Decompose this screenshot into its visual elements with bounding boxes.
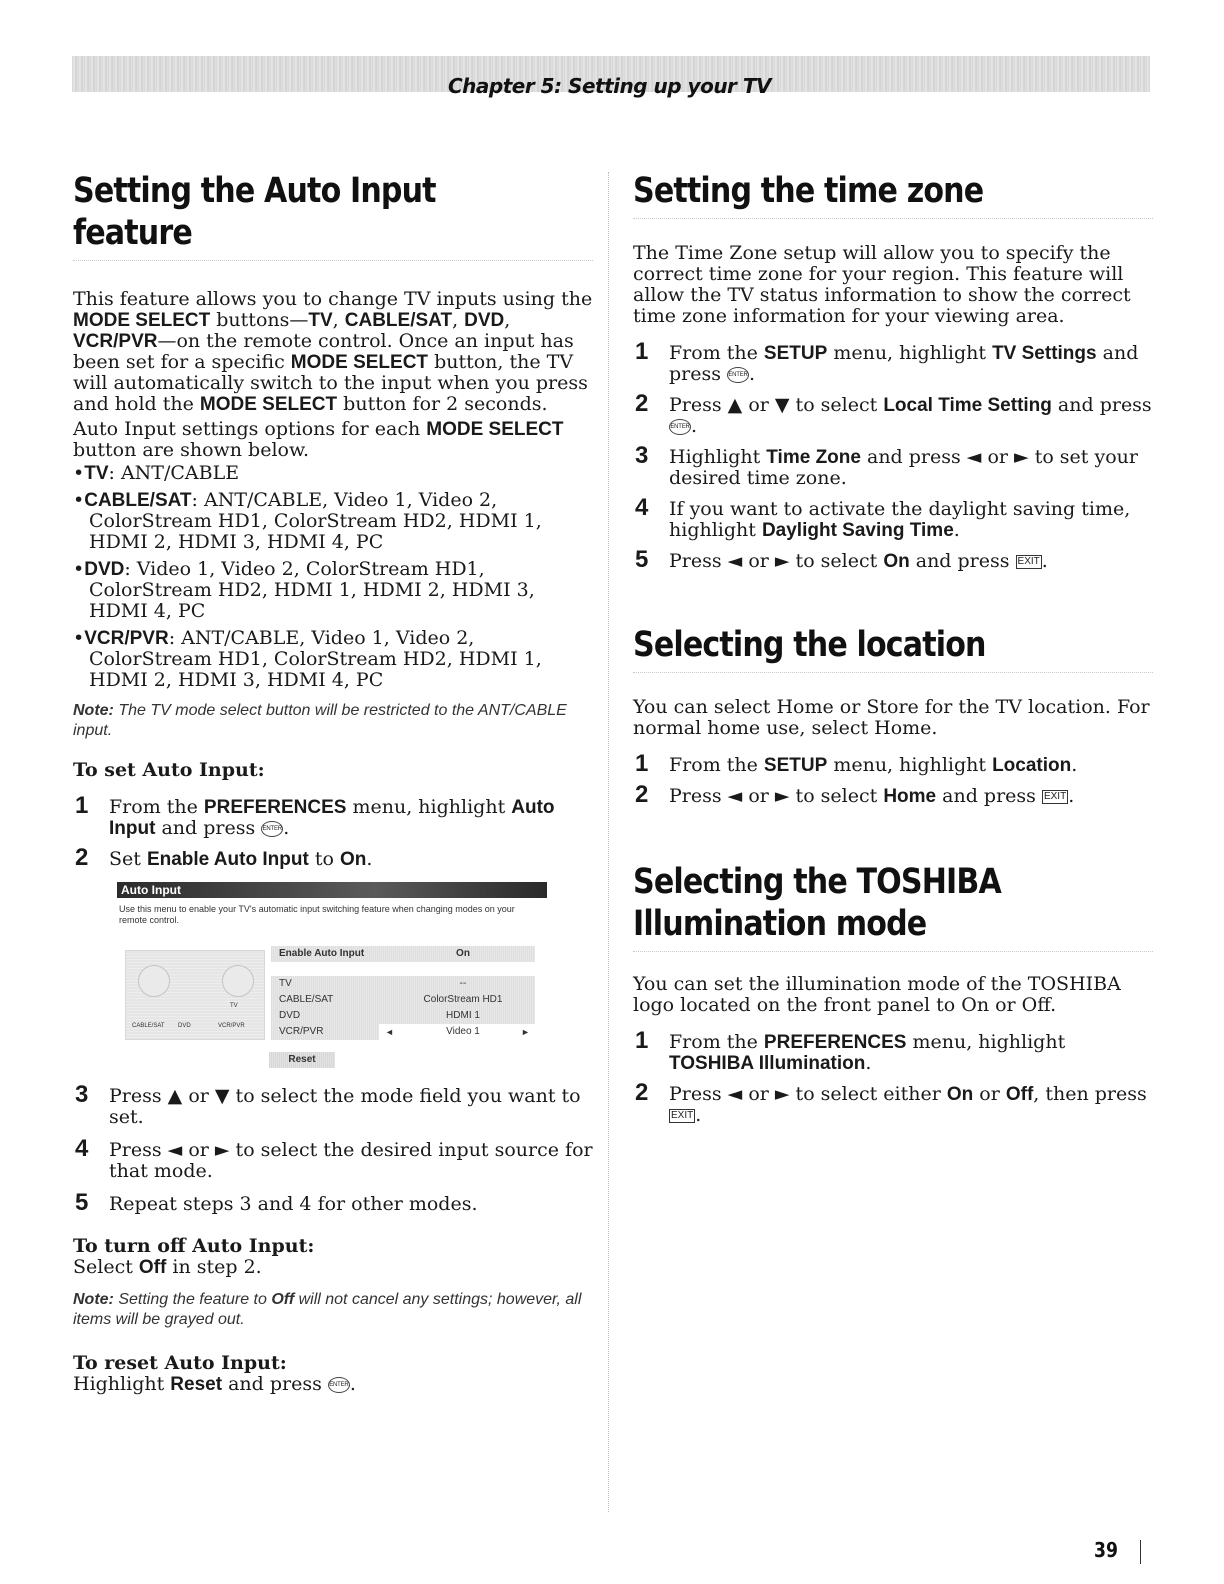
step-number: 2 [75,844,89,871]
text: —on the remote control. Once an input has been set for a specific [73,330,574,373]
step-number: 4 [75,1135,89,1162]
enter-button-icon: ENTER [669,419,691,435]
bold-text: Off [138,1257,167,1278]
note-label: Note: [73,1291,114,1308]
enter-button-icon: ENTER [328,1377,350,1393]
bold-text: VCR/PVR [73,331,158,352]
bullet-text: : Video 1, Video 2, ColorStream HD1, ColorStream HD2, HDMI 1, HDMI 2, HDMI 3, HDMI 4, PC [89,558,535,622]
text: and press [936,785,1042,807]
auto-input-step-1 [73,792,593,839]
text: , [504,309,511,331]
bold-text: MODE SELECT [290,352,429,373]
time-zone-step-4 [633,494,1153,541]
bold-text: Daylight Saving Time [761,520,954,541]
row-label: CABLE/SAT [279,994,334,1005]
row-label: DVD [279,1010,301,1021]
bullet-vcr-pvr: •VCR/PVR: ANT/CABLE, Video 1, Video 2, ColorStream HD1, ColorStream HD2, HDMI 1, HDMI 2, HDMI 3, HDMI 4, PC [73,627,542,691]
menu-row-tv [271,976,535,992]
text: This feature allows you to change TV inputs using the [73,288,593,310]
text: Press [669,1083,728,1105]
auto-input-intro [73,289,593,415]
right-arrow-icon: ► [774,1083,790,1105]
text: or [742,394,775,416]
text: Set [109,848,147,870]
text: Auto Input settings options for each [73,418,427,440]
right-arrow-icon: ► [774,785,790,807]
text: Highlight [669,446,767,468]
text: and press [669,342,1139,385]
remote-label-cable-sat: CABLE/SAT [132,1023,165,1029]
text: . [865,1052,872,1074]
bold-text: Auto Input [109,797,555,839]
down-arrow-icon: ▼ [214,1085,230,1107]
set-auto-input-heading: To set Auto Input: [73,759,265,781]
exit-button-icon: EXIT [1043,791,1067,802]
auto-input-heading: Setting the Auto Input feature [73,171,436,253]
reset-auto-input-text [73,1374,593,1395]
text: in step 2. [166,1256,262,1278]
text: . [953,519,960,541]
bold-text: SETUP [763,343,828,364]
bullet-text: : ANT/CABLE [108,462,240,484]
time-zone-step-5 [633,546,1153,573]
remote-label-dvd: DVD [178,1023,191,1029]
text: From the [669,342,764,364]
text: If you want to activate the daylight saving time, highlight [669,498,1131,541]
step-number: 1 [75,792,89,819]
text: . [749,363,756,385]
row-label: Enable Auto Input [279,948,365,959]
step-number: 1 [635,750,649,777]
remote-label-vcr-pvr: VCR/PVR [218,1023,245,1029]
text: to select the desired input source for that mode. [109,1139,593,1182]
menu-row-vcr-pvr [271,1024,535,1040]
left-arrow-icon: ◄ [167,1139,183,1161]
location-step-2 [633,781,1153,808]
heading-rule [633,218,1153,219]
auto-input-step-4 [73,1135,593,1182]
text: or [981,446,1015,468]
bold-text: PREFERENCES [763,1032,907,1053]
menu-row-enable-auto-input [271,946,535,962]
text: . [1071,754,1078,776]
bold-text: Reset [170,1374,223,1395]
illumination-intro: You can set the illumination mode of the TOSHIBA logo located on the front panel to On or Off. [633,973,1121,1016]
location-step-1 [633,750,1153,777]
bold-text: SETUP [763,755,828,776]
text: to [308,848,340,870]
text: . [1068,785,1075,807]
text: button are shown below. [73,439,310,461]
step-number: 3 [635,442,649,469]
text: button, the TV will automatically switch to the input when you press and hold the [73,351,588,415]
bullet-cable-sat: •CABLE/SAT: ANT/CABLE, Video 1, Video 2, ColorStream HD1, ColorStream HD2, HDMI 1, HDMI 2, HDMI 3, HDMI 4, PC [73,489,542,553]
text: or [742,785,775,807]
heading-rule [73,260,593,261]
row-value: Video 1 [446,1026,480,1037]
heading-rule [633,672,1153,673]
text: or [182,1139,215,1161]
bold-text: Enable Auto Input [146,849,309,870]
time-zone-intro: The Time Zone setup will allow you to specify the correct time zone for your region. This feature will allow the TV status information to show the correct time zone information for your viewing area. [633,242,1131,327]
left-arrow-icon: ◄ [727,550,743,572]
turn-off-auto-input-text [73,1257,593,1278]
text: to select the mode field you want to set. [109,1085,581,1128]
bold-text: TOSHIBA Illumination [669,1053,866,1074]
step-number: 2 [635,1079,649,1106]
bold-text: CABLE/SAT [344,310,453,331]
text: . [1041,550,1048,572]
remote-ring-icon [222,965,254,997]
auto-input-step-2 [73,844,593,871]
time-zone-step-3 [633,442,1153,489]
right-column [633,170,1153,1126]
text: Press [669,550,728,572]
bold-text: DVD [464,310,505,331]
step-number: 4 [635,494,649,521]
text: . [349,1373,356,1395]
right-arrow-icon: ► [214,1139,230,1161]
bullet-dvd: •DVD: Video 1, Video 2, ColorStream HD1, ColorStream HD2, HDMI 1, HDMI 2, HDMI 3, HDMI 4, PC [73,558,535,622]
bold-text: MODE SELECT [73,310,211,331]
bullet-label: TV [84,463,109,484]
row-label: VCR/PVR [279,1026,324,1037]
left-column [73,170,593,1395]
text: Press [669,394,728,416]
text: and press [909,550,1016,572]
time-zone-heading: Setting the time zone [633,171,984,211]
bullet-label: VCR/PVR [84,628,169,649]
menu-title-bar: Auto Input [117,882,547,898]
row-value: HDMI 1 [446,1010,480,1021]
right-arrow-icon: ► [774,550,790,572]
text: to select [789,550,884,572]
text: . [366,848,373,870]
text: Highlight [73,1373,171,1395]
text: From the [669,754,764,776]
step-number: 3 [75,1081,89,1108]
bold-text: Time Zone [766,447,861,468]
step-number: 5 [75,1189,89,1216]
menu-row-dvd [271,1008,535,1024]
text: menu, highlight [827,754,993,776]
page-number-bar [1140,1540,1141,1564]
text: . [695,1104,702,1126]
enter-button-icon: ENTER [261,821,283,837]
text: or [742,550,775,572]
note-text: will not cancel any settings; however, all items will be grayed out. [73,1291,582,1328]
illumination-step-2 [633,1079,1153,1126]
step-number: 1 [635,1027,649,1054]
left-arrow-icon: ◄ [727,1083,743,1105]
heading-line: Illumination mode [633,904,927,944]
illumination-step-1 [633,1027,1153,1074]
time-zone-step-1 [633,338,1153,385]
text: Press [109,1085,168,1107]
bold-text: TV Settings [992,343,1097,364]
bold-text: Local Time Setting [883,395,1052,416]
down-arrow-icon: ▼ [774,394,790,416]
text: Select [73,1256,139,1278]
bold-text: MODE SELECT [426,419,564,440]
text: Press [669,785,728,807]
text: buttons— [210,309,309,331]
auto-input-menu-screenshot [117,882,549,1072]
turn-off-auto-input-heading: To turn off Auto Input: [73,1235,315,1257]
bold-text: PREFERENCES [203,797,347,818]
step-number: 5 [635,546,649,573]
page-number: 39 [1094,1538,1118,1562]
text: From the [669,1031,764,1053]
text: and press [155,817,262,839]
text: menu, highlight [906,1031,1066,1053]
row-value: ColorStream HD1 [423,994,503,1005]
bold-text: MODE SELECT [199,394,338,415]
right-arrow-icon: ► [1014,446,1029,468]
bullet-text: : ANT/CABLE, Video 1, Video 2, ColorStream HD1, ColorStream HD2, HDMI 1, HDMI 2, HDMI 3, HDMI 4, PC [89,489,542,553]
auto-input-step-3 [73,1081,593,1128]
text: menu, highlight [827,342,993,364]
remote-control-graphic [125,950,265,1040]
enter-button-icon: ENTER [727,367,749,383]
auto-input-step-5 [73,1189,593,1216]
right-arrow-icon: ► [521,1027,530,1037]
text: Repeat steps 3 and 4 for other modes. [109,1193,478,1215]
bullet-label: CABLE/SAT [84,490,192,511]
left-arrow-icon: ◄ [966,446,982,468]
bold-text: On [946,1084,974,1105]
note-grayed-out [73,1290,593,1330]
text: to select either [789,1083,947,1105]
remote-ring-icon [138,965,170,997]
text: and press [222,1373,328,1395]
text: or [182,1085,215,1107]
note-text: The TV mode select button will be restricted to the ANT/CABLE input. [73,702,567,739]
auto-input-options-text [73,419,593,461]
row-value: -- [459,978,467,989]
menu-reset-button: Reset [269,1052,335,1068]
text: , [332,309,345,331]
text: , [452,309,465,331]
note-restricted [73,701,593,741]
location-heading: Selecting the location [633,625,986,665]
exit-button-icon: EXIT [671,1110,694,1121]
up-arrow-icon: ▲ [727,394,743,416]
text: From the [109,796,204,818]
left-arrow-icon: ◄ [727,785,743,807]
illumination-heading [633,861,1080,945]
bold-text: Home [883,786,937,807]
text: button for 2 seconds. [337,393,548,415]
heading-rule [633,951,1153,952]
menu-row-cable-sat [271,992,535,1008]
menu-description: Use this menu to enable your TV's automatic input switching feature when changing modes on your remote control. [119,904,515,925]
text: to select [789,394,884,416]
heading-line: Selecting the TOSHIBA [633,862,1001,902]
bullet-tv: •TV: ANT/CABLE [73,462,240,484]
text: . [283,817,290,839]
note-text: Setting the feature to [113,1291,272,1308]
text: and press [1051,394,1152,416]
step-number: 2 [635,390,649,417]
column-divider [608,172,609,1512]
step-number: 1 [635,338,649,365]
text: to set your desired time zone. [669,446,1138,489]
text: , then press [1033,1083,1147,1105]
row-value: On [456,948,470,959]
text: to select [789,785,884,807]
text: . [691,415,698,437]
bold-text: On [339,849,367,870]
bullet-label: DVD [84,559,125,580]
bullet-text: : ANT/CABLE, Video 1, Video 2, ColorStream HD1, ColorStream HD2, HDMI 1, HDMI 2, HDMI 3, HDMI 4, PC [89,627,542,691]
bold-text: Location [992,755,1072,776]
up-arrow-icon: ▲ [167,1085,183,1107]
bold-text: On [883,551,910,572]
reset-auto-input-heading: To reset Auto Input: [73,1352,287,1374]
bold-text: Off [271,1291,295,1308]
time-zone-step-2 [633,390,1153,437]
location-intro: You can select Home or Store for the TV location. For normal home use, select Home. [633,696,1150,739]
row-label: TV [279,978,292,989]
exit-button-icon: EXIT [1017,556,1040,567]
left-arrow-icon: ◄ [385,1027,394,1037]
step-number: 2 [635,781,649,808]
text: menu, highlight [346,796,512,818]
text: or [973,1083,1006,1105]
remote-label-tv: TV [230,1003,238,1009]
text: or [742,1083,775,1105]
text: Press [109,1139,168,1161]
note-label: Note: [73,702,114,719]
bold-text: Off [1005,1084,1034,1105]
chapter-title: Chapter 5: Setting up your TV [448,74,771,98]
bold-text: TV [308,310,333,331]
text: and press [860,446,967,468]
